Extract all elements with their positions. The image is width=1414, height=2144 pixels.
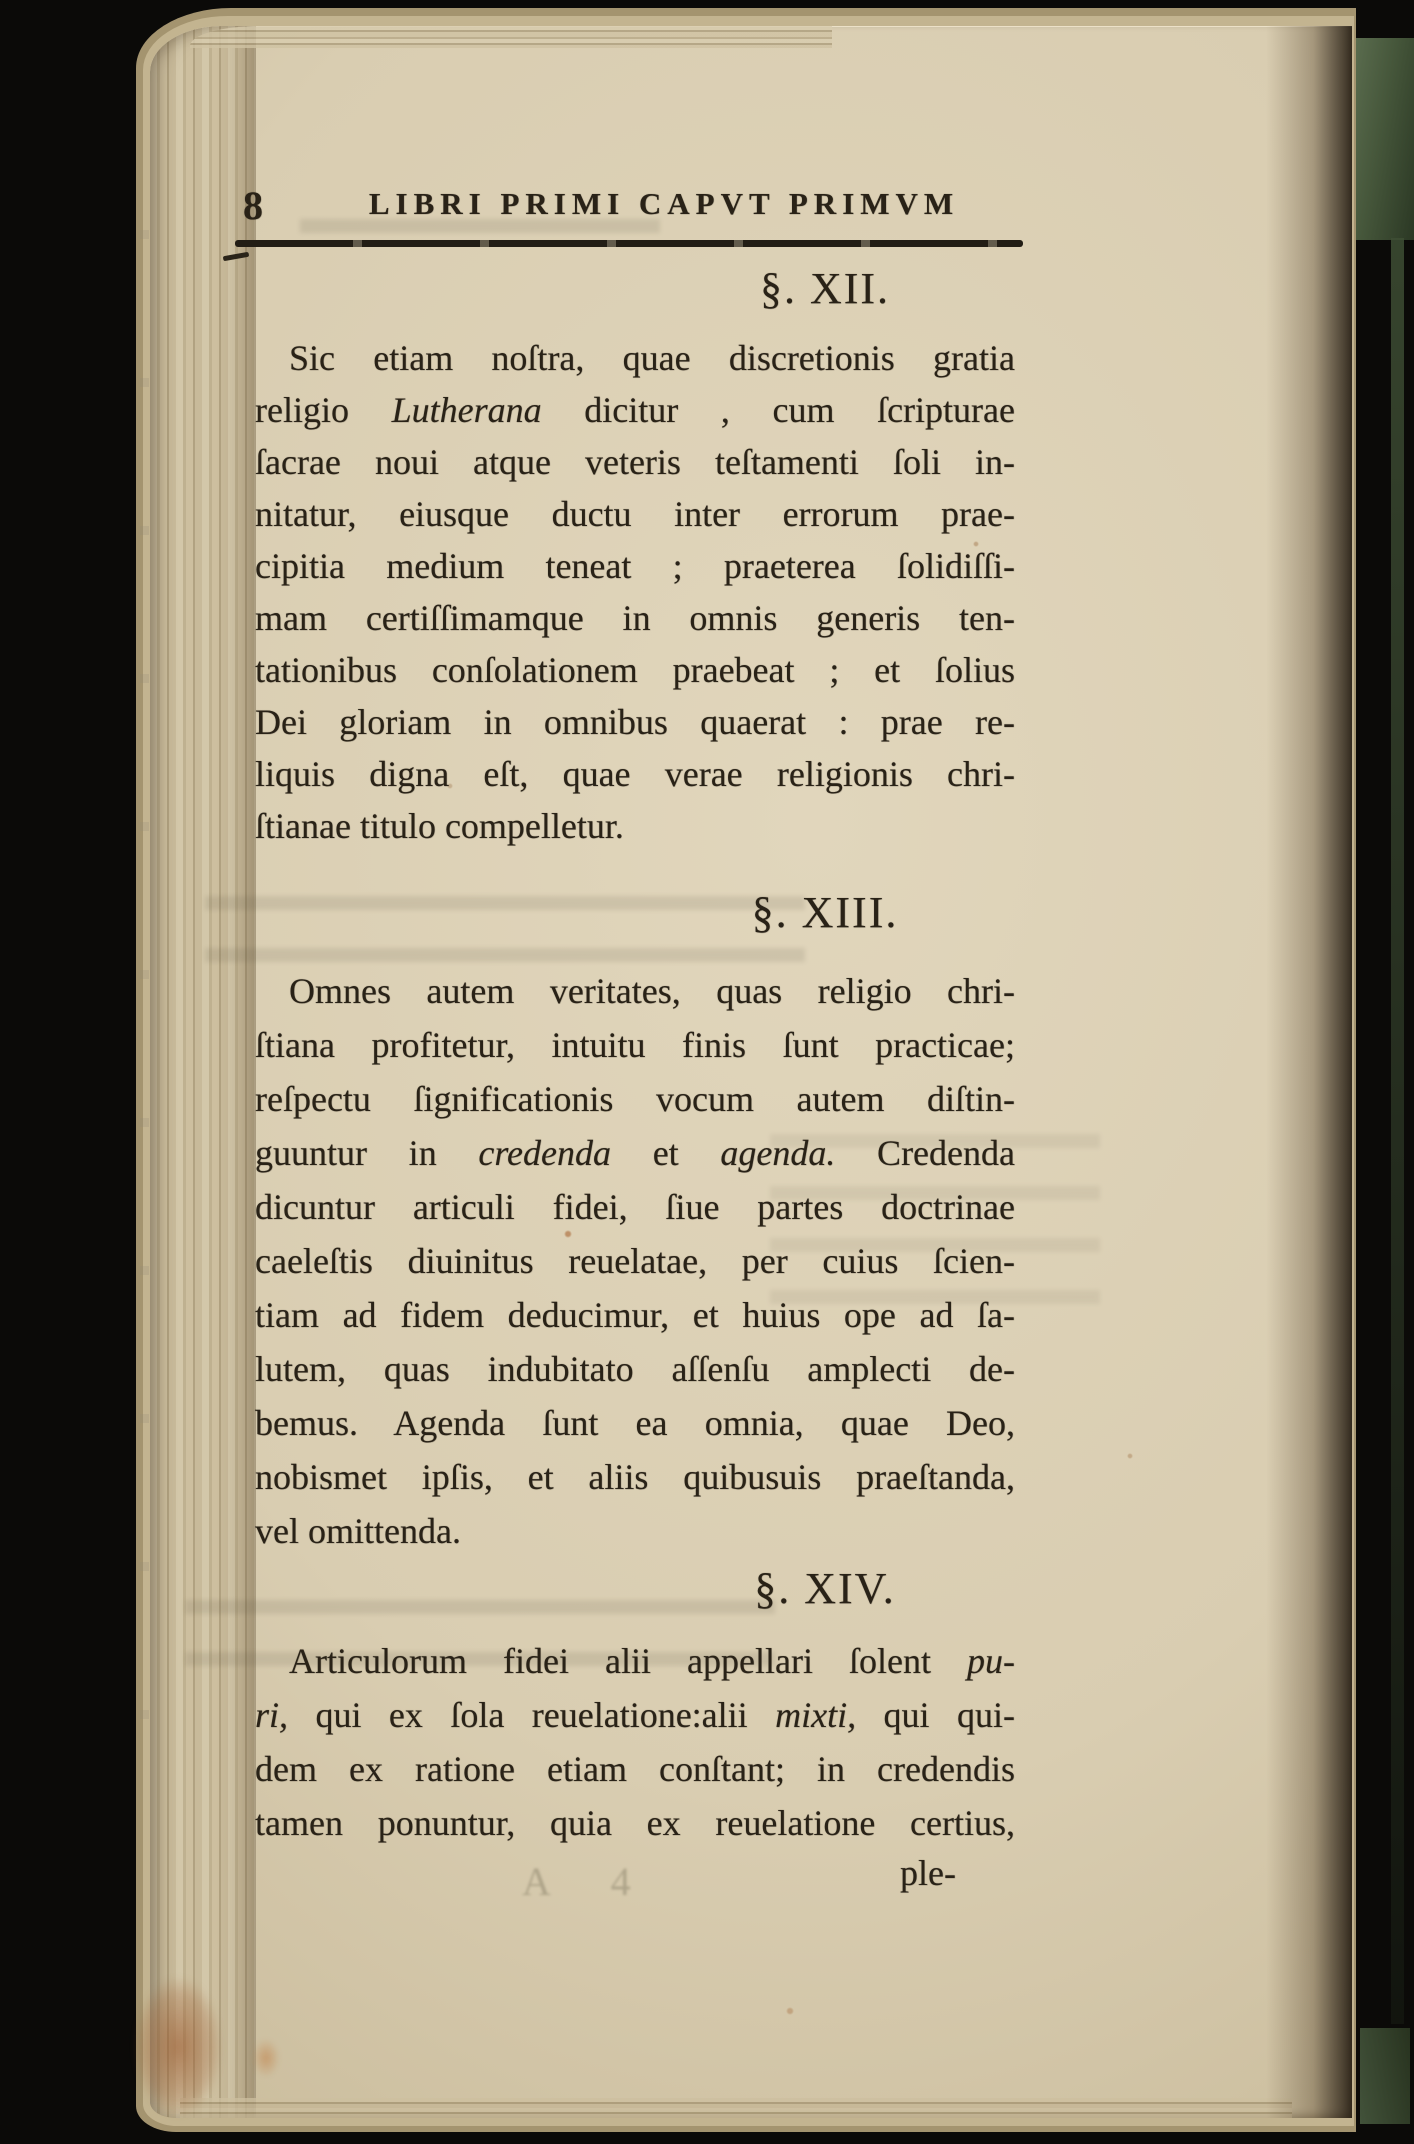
book-page <box>150 26 1352 2118</box>
text-segment: Credenda <box>835 1133 1015 1173</box>
text-segment: Dei gloriam in omnibus quaerat : prae re- <box>255 702 1015 742</box>
book-cover-edge-strip <box>1391 238 1404 2024</box>
text-line <box>255 1126 1015 1180</box>
text-line <box>255 1688 1015 1742</box>
text-segment: reſpectu ſignificationis vocum autem diſtin- <box>255 1079 1015 1119</box>
text-line <box>255 1396 1015 1450</box>
text-segment: nobismet ipſis, et aliis quibusuis praeſtanda, <box>255 1457 1015 1497</box>
text-segment: qui ex ſola reuelatione:alii <box>288 1695 776 1735</box>
italic-text-segment: agenda. <box>720 1133 836 1173</box>
page-header-row <box>243 180 1015 228</box>
italic-text-segment: credenda <box>478 1133 611 1173</box>
text-line <box>255 332 1015 384</box>
text-segment: qui qui- <box>856 1695 1015 1735</box>
italic-text-segment: pu- <box>967 1641 1015 1681</box>
text-line <box>255 696 1015 748</box>
italic-text-segment: Lutherana <box>391 390 542 430</box>
text-segment: bemus. Agenda ſunt ea omnia, quae Deo, <box>255 1403 1015 1443</box>
text-segment: liquis digna eſt, quae verae religionis chri- <box>255 754 1015 794</box>
section-heading: §. XII. <box>759 264 891 313</box>
text-segment: Sic etiam noſtra, quae discretionis gratia <box>289 338 1015 378</box>
text-segment: Omnes autem veritates, quas religio chri- <box>289 971 1015 1011</box>
text-line <box>255 1634 1015 1688</box>
text-line <box>255 644 1015 696</box>
header-rule <box>235 240 1023 247</box>
text-line <box>255 1742 1015 1796</box>
rust-stain <box>118 1952 238 2142</box>
text-line <box>255 1504 1015 1558</box>
italic-text-segment: mixti, <box>775 1695 857 1735</box>
text-line <box>255 1342 1015 1396</box>
italic-text-segment: ri, <box>255 1695 289 1735</box>
text-line <box>255 540 1015 592</box>
book-cover-edge-bottom <box>1360 2028 1410 2124</box>
text-line <box>255 436 1015 488</box>
text-segment: lutem, quas indubitato aſſenſu amplecti de- <box>255 1349 1015 1389</box>
text-segment: tiam ad fidem deducimur, et huius ope ad ſa- <box>255 1295 1015 1335</box>
text-segment: cipitia medium teneat ; praeterea ſolidiſſi- <box>255 546 1015 586</box>
small-stain <box>246 2030 286 2086</box>
text-segment: dicitur , cum ſcripturae <box>541 390 1015 430</box>
text-segment: dem ex ratione etiam conſtant; in credendis <box>255 1749 1015 1789</box>
running-header: LIBRI PRIMI CAPVT PRIMVM <box>368 186 960 221</box>
section <box>255 1564 1015 1850</box>
text-segment: ſacrae noui atque veteris teſtamenti ſoli in- <box>255 442 1015 482</box>
text-line <box>255 384 1015 436</box>
text-segment: religio <box>255 390 392 430</box>
text-line <box>255 1180 1015 1234</box>
text-segment: et <box>611 1133 721 1173</box>
text-segment: tationibus conſolationem praebeat ; et ſolius <box>255 650 1015 690</box>
text-line <box>255 488 1015 540</box>
signature-mark-ghost: A 4 <box>522 1859 657 1904</box>
catchword: ple- <box>900 1853 956 1893</box>
text-line <box>255 1018 1015 1072</box>
text-segment: dicuntur articuli fidei, ſiue partes doctrinae <box>255 1187 1015 1227</box>
text-line <box>255 1072 1015 1126</box>
section <box>255 264 1015 852</box>
text-segment: vel omittenda. <box>255 1511 461 1551</box>
text-line <box>255 748 1015 800</box>
text-segment: ſtiana profitetur, intuitu finis ſunt practicae; <box>255 1025 1015 1065</box>
text-line <box>255 800 1015 852</box>
text-line <box>255 1234 1015 1288</box>
text-segment: ſtianae titulo compelletur. <box>255 806 624 846</box>
text-line <box>255 592 1015 644</box>
text-segment: guuntur in <box>255 1133 479 1173</box>
book-cover-edge-top <box>1352 38 1414 240</box>
text-column <box>243 26 1015 2118</box>
text-line <box>255 1288 1015 1342</box>
text-segment: mam certiſſimamque in omnis generis ten- <box>255 598 1015 638</box>
text-segment: tamen ponuntur, quia ex reuelatione certius, <box>255 1803 1015 1843</box>
page-fore-edge <box>150 26 256 2118</box>
section-heading: §. XIV. <box>754 1564 896 1613</box>
text-line <box>255 1450 1015 1504</box>
gutter-shadow <box>1266 26 1352 2118</box>
text-line <box>255 1796 1015 1850</box>
text-segment: Articulorum fidei alii appellari ſolent <box>289 1641 967 1681</box>
margin-marks <box>140 230 149 1790</box>
text-line <box>255 964 1015 1018</box>
section-heading: §. XIII. <box>751 888 899 937</box>
section <box>255 888 1015 1558</box>
text-segment: nitatur, eiusque ductu inter errorum prae- <box>255 494 1015 534</box>
text-segment: caeleſtis diuinitus reuelatae, per cuius ſcien- <box>255 1241 1015 1281</box>
page-number: 8 <box>243 183 263 228</box>
